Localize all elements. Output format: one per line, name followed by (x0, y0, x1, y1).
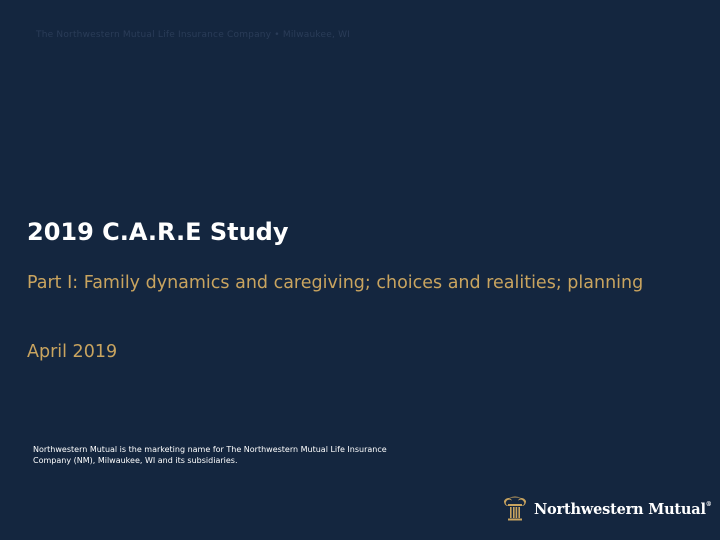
disclaimer-text: Northwestern Mutual is the marketing name for The Northwestern Mutual Life Insurance Company (NM), Milwaukee, WI and its subsidiaries. (33, 445, 387, 465)
slide-title: 2019 C.A.R.E Study (27, 218, 289, 246)
registered-mark: ® (705, 500, 712, 508)
slide-date: April 2019 (27, 342, 118, 362)
northwestern-mutual-logo (502, 495, 712, 523)
nm-capital-icon (502, 495, 528, 523)
header-note: The Northwestern Mutual Life Insurance Company • Milwaukee, WI (36, 30, 351, 40)
logo-wordmark: Northwestern Mutual® (534, 500, 712, 518)
slide-subtitle: Part I: Family dynamics and caregiving; choices and realities; planning (27, 273, 644, 293)
